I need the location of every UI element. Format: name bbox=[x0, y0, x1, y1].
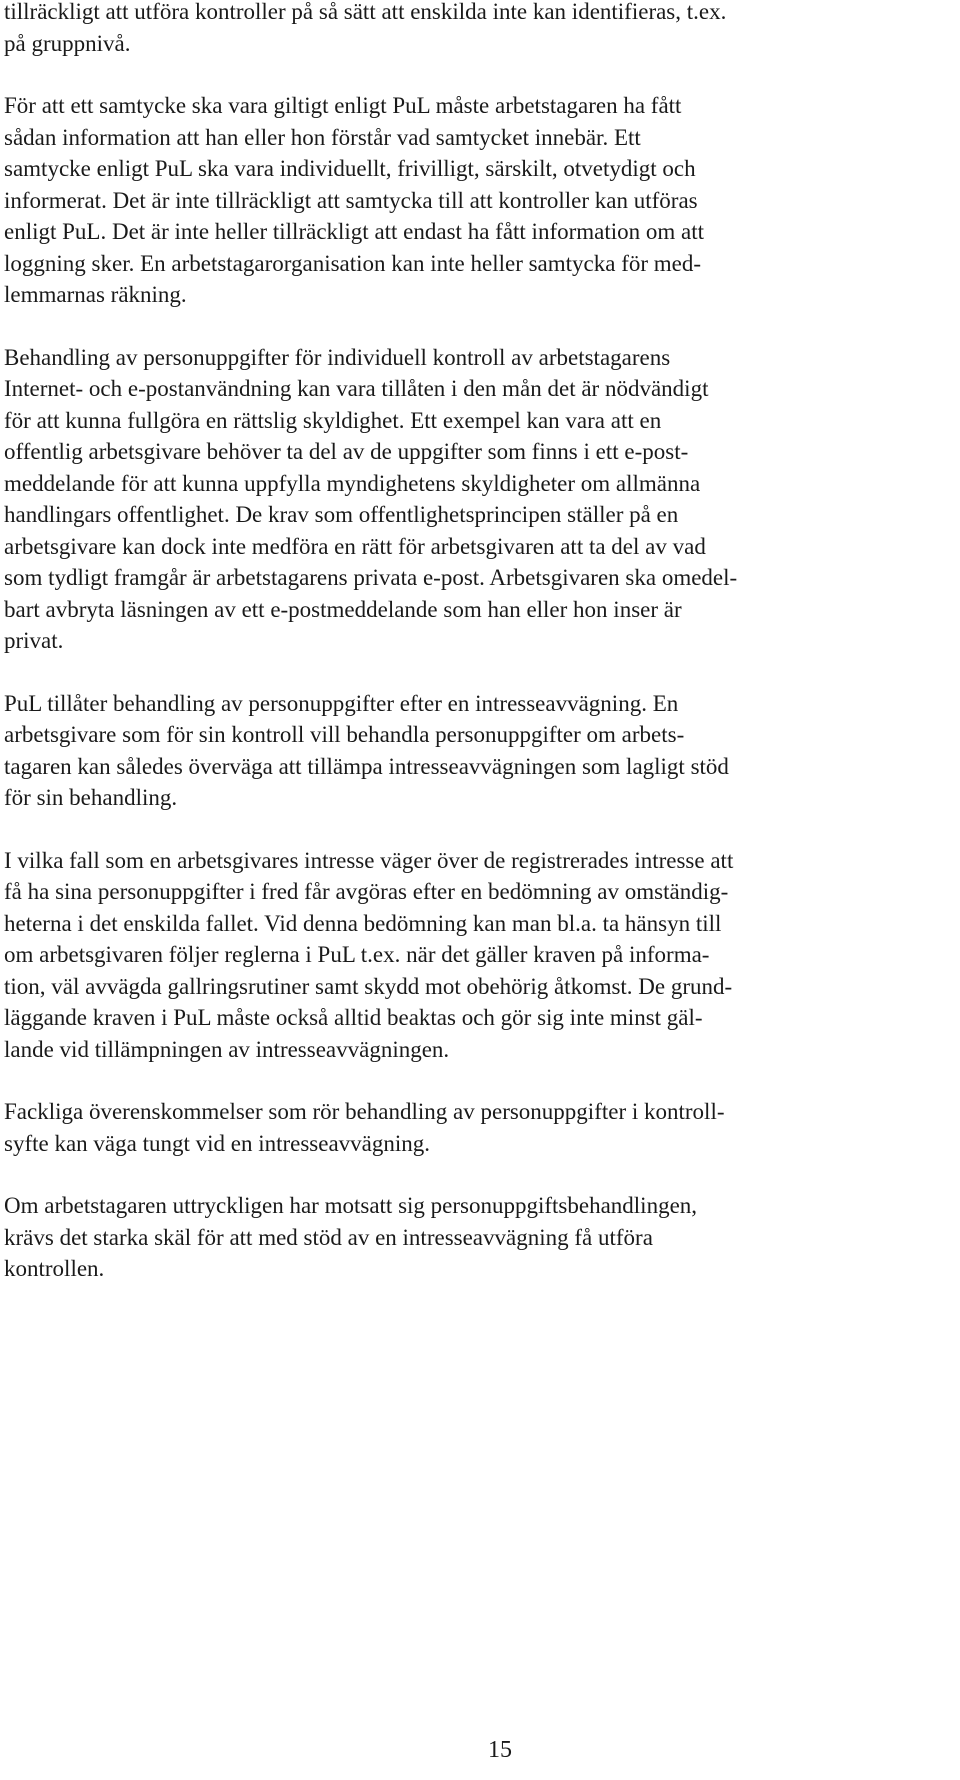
paragraph-gap bbox=[4, 657, 920, 688]
text-line: lande vid tillämpningen av intresseavvägningen. bbox=[4, 1036, 450, 1062]
paragraph bbox=[4, 342, 920, 657]
paragraph bbox=[4, 845, 920, 1066]
text-line: som tydligt framgår är arbetstagarens privata e-post. Arbetsgivaren ska omedel- bbox=[4, 565, 738, 590]
text-line: krävs det starka skäl för att med stöd av en intresseavvägning få utföra bbox=[4, 1224, 653, 1250]
paragraph-gap bbox=[4, 1159, 920, 1190]
text-line: heterna i det enskilda fallet. Vid denna bedömning kan man bl.a. ta hänsyn till bbox=[4, 910, 722, 936]
paragraph bbox=[4, 688, 920, 814]
text-line: bart avbryta läsningen av ett e-postmeddelande som han eller hon inser är bbox=[4, 596, 682, 622]
text-line: Om arbetstagaren uttryckligen har motsatt sig personuppgiftsbehandlingen, bbox=[4, 1193, 698, 1218]
text-line: Behandling av personuppgifter för individuell kontroll av arbetstagarens bbox=[4, 344, 671, 370]
text-line: handlingars offentlighet. De krav som offentlighetsprincipen ställer på en bbox=[4, 502, 679, 527]
text-line: sådan information att han eller hon förstår vad samtycket innebär. Ett bbox=[4, 124, 641, 150]
text-line: kontrollen. bbox=[4, 1256, 105, 1281]
text-line: för sin behandling. bbox=[4, 785, 178, 810]
text-line: tagaren kan således överväga att tillämpa intresseavvägningen som lagligt stöd bbox=[4, 753, 729, 779]
text-line: loggning sker. En arbetstagarorganisation kan inte heller samtycka för med- bbox=[4, 250, 702, 276]
text-line: läggande kraven i PuL måste också alltid beaktas och gör sig inte minst gäl- bbox=[4, 1005, 703, 1030]
paragraph bbox=[4, 1096, 920, 1159]
paragraph bbox=[4, 1190, 920, 1285]
paragraph bbox=[4, 0, 920, 59]
paragraph-gap bbox=[4, 1065, 920, 1096]
text-line: syfte kan väga tungt vid en intresseavvägning. bbox=[4, 1130, 431, 1156]
text-line: om arbetsgivaren följer reglerna i PuL t.ex. när det gäller kraven på informa- bbox=[4, 942, 710, 967]
text-line: enligt PuL. Det är inte heller tillräckligt att endast ha fått information om att bbox=[4, 219, 705, 244]
text-line: samtycke enligt PuL ska vara individuellt, frivilligt, särskilt, otvetydigt och bbox=[4, 156, 696, 181]
text-line: För att ett samtycke ska vara giltigt enligt PuL måste arbetstagaren ha fått bbox=[4, 93, 682, 118]
text-line: I vilka fall som en arbetsgivares intresse väger över de registrerades intresse att bbox=[4, 847, 734, 873]
text-line: offentlig arbetsgivare behöver ta del av de uppgifter som finns i ett e-post- bbox=[4, 439, 689, 464]
text-line: privat. bbox=[4, 628, 64, 653]
text-line: Internet- och e-postanvändning kan vara tillåten i den mån det är nödvändigt bbox=[4, 376, 709, 401]
paragraph-gap bbox=[4, 59, 920, 90]
text-line: Fackliga överenskommelser som rör behandling av personuppgifter i kontroll- bbox=[4, 1099, 725, 1124]
text-line: för att kunna fullgöra en rättslig skyldighet. Ett exempel kan vara att en bbox=[4, 407, 662, 433]
text-line: lemmarnas räkning. bbox=[4, 282, 187, 307]
paragraph bbox=[4, 90, 920, 311]
document-body bbox=[4, 0, 920, 1285]
page-number: 15 bbox=[488, 1737, 512, 1763]
text-line: arbetsgivare kan dock inte medföra en rätt för arbetsgivaren att ta del av vad bbox=[4, 533, 706, 559]
text-line: arbetsgivare som för sin kontroll vill behandla personuppgifter om arbets- bbox=[4, 722, 685, 747]
text-line: få ha sina personuppgifter i fred får avgöras efter en bedömning av omständig- bbox=[4, 879, 729, 904]
text-line: på gruppnivå. bbox=[4, 30, 131, 56]
text-line: informerat. Det är inte tillräckligt att samtycka till att kontroller kan utföras bbox=[4, 187, 698, 213]
text-line: tion, väl avvägda gallringsrutiner samt skydd mot obehörig åtkomst. De grund- bbox=[4, 973, 733, 999]
paragraph-gap bbox=[4, 814, 920, 845]
text-line: tillräckligt att utföra kontroller på så sätt att enskilda inte kan identifieras, t.ex. bbox=[4, 0, 727, 24]
paragraph-gap bbox=[4, 311, 920, 342]
text-line: PuL tillåter behandling av personuppgifter efter en intresseavvägning. En bbox=[4, 690, 679, 716]
text-line: meddelande för att kunna uppfylla myndighetens skyldigheter om allmänna bbox=[4, 470, 701, 496]
